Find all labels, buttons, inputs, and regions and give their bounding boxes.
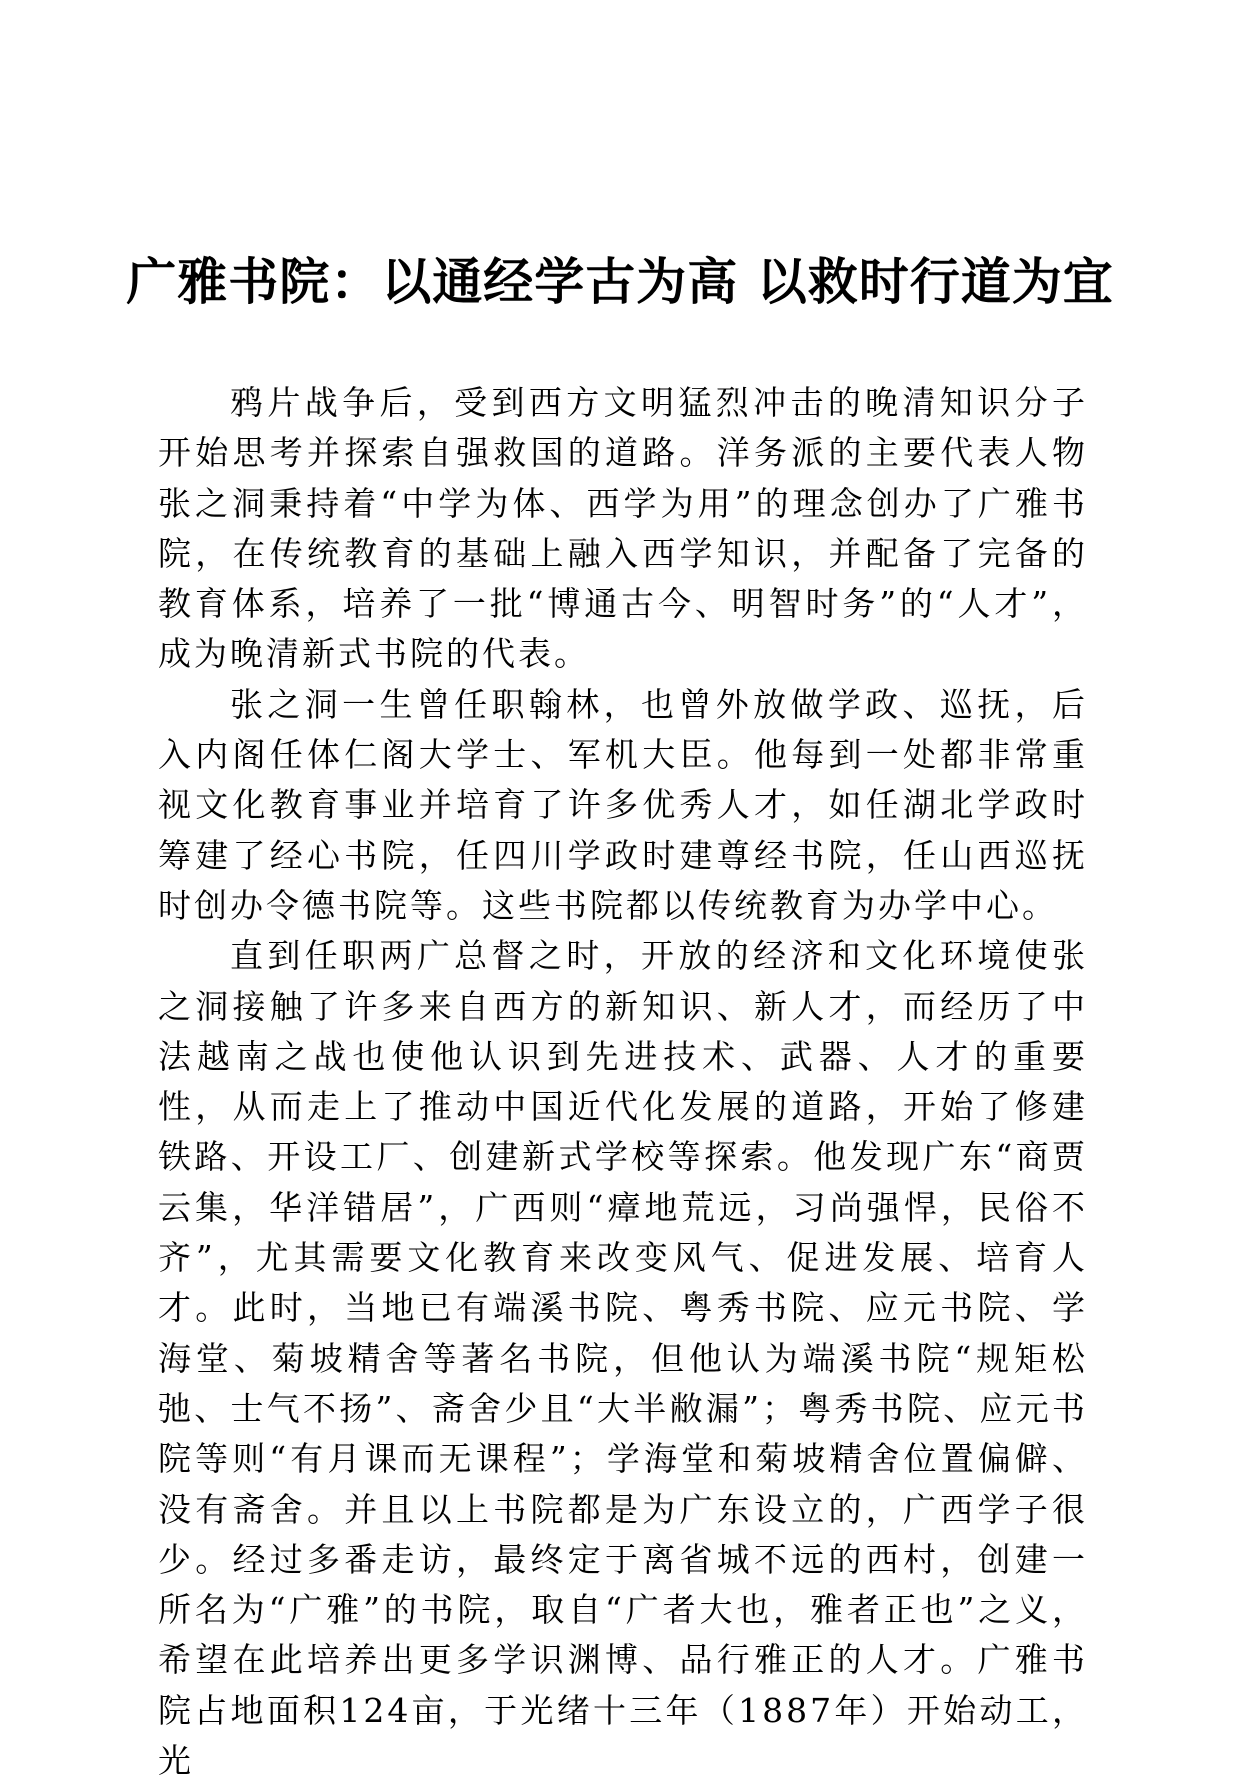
- paragraph: 鸦片战争后，受到西方文明猛烈冲击的晚清知识分子开始思考并探索自强救国的道路。洋务派的主要代表人物张之洞秉持着“中学为体、西学为用”的理念创办了广雅书院，在传统教育的基础上融入西学知识，并配备了完备的教育体系，培养了一批“博通古今、明智时务”的“人才”，成为晚清新式书院的代表。: [158, 383, 1088, 674]
- article-body: [158, 378, 1088, 1786]
- paragraph: 张之洞一生曾任职翰林，也曾外放做学政、巡抚，后入内阁任体仁阁大学士、军机大臣。他每到一处都非常重视文化教育事业并培育了许多优秀人才，如任湖北学政时筹建了经心书院，任四川学政时建尊经书院，任山西巡抚时创办令德书院等。这些书院都以传统教育为办学中心。: [158, 684, 1088, 925]
- document-title: 广雅书院：以通经学古为高 以救时行道为宜: [126, 252, 1114, 311]
- paragraph: 直到任职两广总督之时，开放的经济和文化环境使张之洞接触了许多来自西方的新知识、新人才，而经历了中法越南之战也使他认识到先进技术、武器、人才的重要性，从而走上了推动中国近代化发展的道路，开始了修建铁路、开设工厂、创建新式学校等探索。他发现广东“商贾云集，华洋错居”，广西则“瘴地荒远，习尚强悍，民俗不齐”，尤其需要文化教育来改变风气、促进发展、培育人才。此时，当地已有端溪书院、粤秀书院、应元书院、学海堂、菊坡精舍等著名书院，但他认为端溪书院“规矩松弛、士气不扬”、斋舍少且“大半敝漏”；粤秀书院、应元书院等则“有月课而无课程”；学海堂和菊坡精舍位置偏僻、没有斋舍。并且以上书院都是为广东设立的，广西学子很少。经过多番走访，最终定于离省城不远的西村，创建一所名为“广雅”的书院，取自“广者大也，雅者正也”之义，希望在此培养出更多学识渊博、品行雅正的人才。广雅书院占地面积124亩，于光绪十三年（1887年）开始动工，光: [158, 936, 1088, 1781]
